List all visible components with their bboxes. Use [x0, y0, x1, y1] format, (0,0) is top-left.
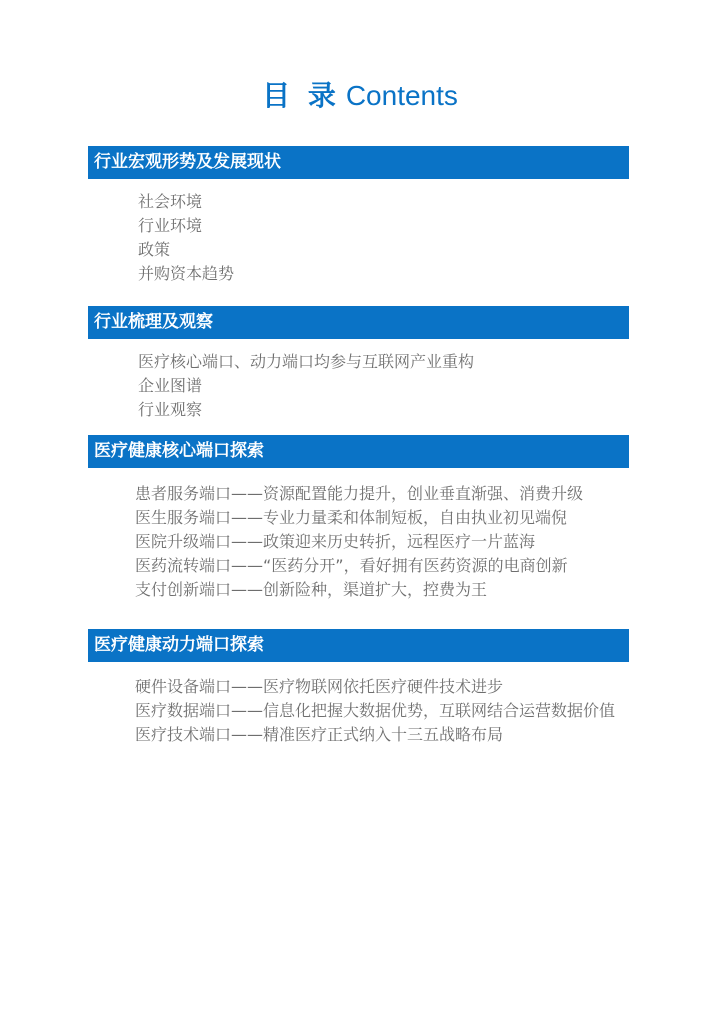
toc-item[interactable]: 硬件设备端口——医疗物联网依托医疗硬件技术进步 — [135, 677, 504, 696]
section-1-items — [138, 190, 234, 286]
section-heading-2[interactable]: 行业梳理及观察 — [88, 306, 629, 339]
toc-item[interactable]: 医疗核心端口、动力端口均参与互联网产业重构 — [138, 352, 475, 371]
toc-item[interactable]: 医药流转端口——“医药分开”，看好拥有医药资源的电商创新 — [135, 556, 568, 575]
section-3-items — [135, 482, 583, 602]
toc-item[interactable]: 行业观察 — [138, 400, 203, 419]
toc-item[interactable]: 医院升级端口——政策迎来历史转折，远程医疗一片蓝海 — [135, 532, 536, 551]
toc-item[interactable]: 医疗技术端口——精准医疗正式纳入十三五战略布局 — [135, 725, 504, 744]
toc-item[interactable]: 支付创新端口——创新险种，渠道扩大，控费为王 — [135, 580, 488, 599]
section-2-items — [138, 350, 474, 422]
toc-item[interactable]: 企业图谱 — [138, 376, 203, 395]
section-heading-1[interactable]: 行业宏观形势及发展现状 — [88, 146, 629, 179]
section-heading-3[interactable]: 医疗健康核心端口探索 — [88, 435, 629, 468]
toc-item[interactable]: 政策 — [138, 240, 171, 259]
toc-item[interactable]: 行业环境 — [138, 216, 203, 235]
page-title — [0, 78, 720, 114]
section-heading-4[interactable]: 医疗健康动力端口探索 — [88, 629, 629, 662]
title-english: Contents — [345, 80, 458, 111]
toc-item[interactable]: 医生服务端口——专业力量柔和体制短板，自由执业初见端倪 — [135, 508, 568, 527]
toc-item[interactable]: 患者服务端口——资源配置能力提升，创业垂直渐强、消费升级 — [135, 484, 584, 503]
section-4-items — [135, 675, 615, 747]
toc-item[interactable]: 并购资本趋势 — [138, 264, 235, 283]
toc-item[interactable]: 医疗数据端口——信息化把握大数据优势，互联网结合运营数据价值 — [135, 701, 616, 720]
toc-item[interactable]: 社会环境 — [138, 192, 203, 211]
title-chinese: 目 录 — [262, 79, 340, 112]
